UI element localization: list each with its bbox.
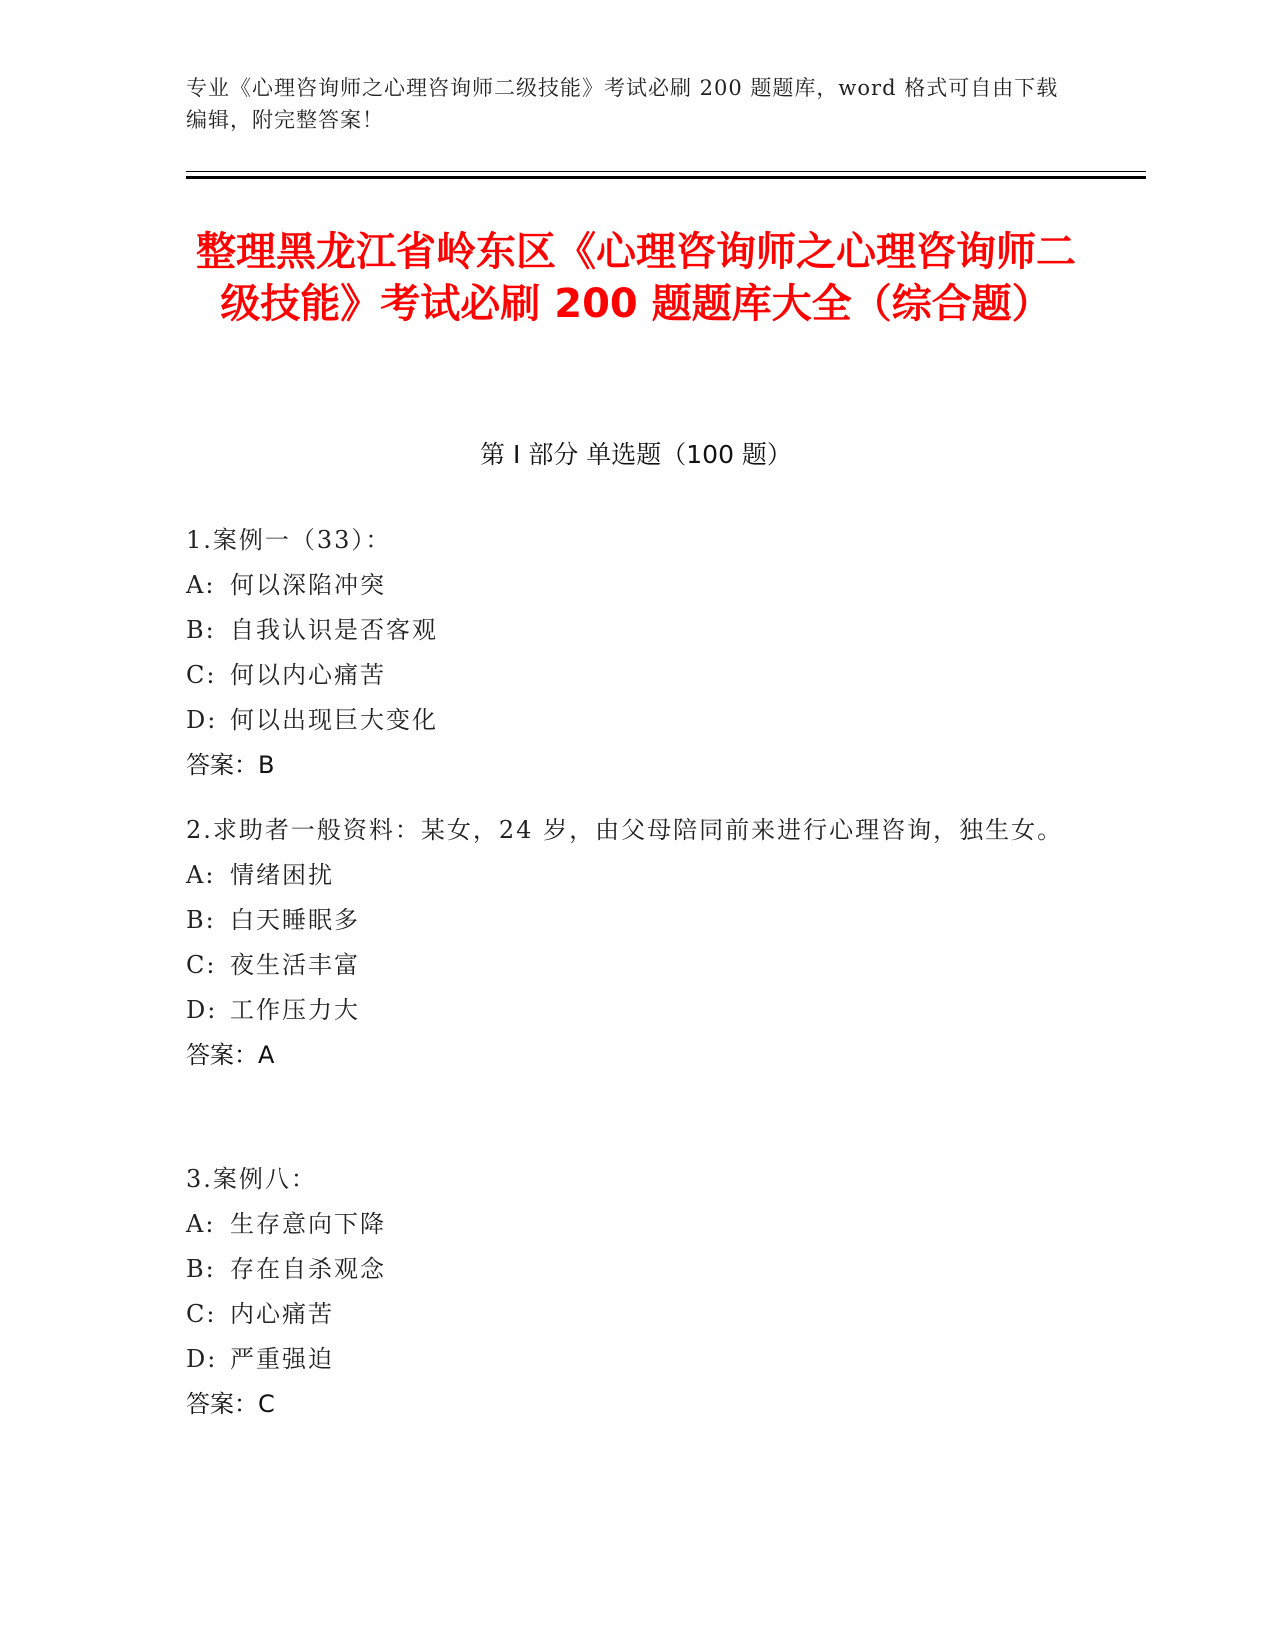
document-title: 整理黑龙江省岭东区《心理咨询师之心理咨询师二级技能》考试必刷 200 题题库大全（综合题） [196,229,1076,327]
option-key: D: [186,706,218,734]
option-b [186,608,1066,653]
option-text: 自我认识是否客观 [230,616,438,644]
question-stem: 1.案例一（33）： [186,526,392,554]
option-key: A: [186,861,216,889]
option-key: A: [186,1210,216,1238]
option-a [186,1202,1066,1247]
option-a [186,853,1066,898]
option-c [186,653,1066,698]
answer-value: B [258,751,275,779]
answer-line [186,1033,1066,1078]
option-text: 何以出现巨大变化 [230,706,438,734]
option-text: 严重强迫 [230,1345,334,1373]
option-text: 白天睡眠多 [230,906,360,934]
question-stem: 3.案例八： [186,1165,317,1193]
option-b [186,898,1066,943]
question-1 [186,518,1066,788]
option-key: A: [186,571,216,599]
option-d [186,698,1066,743]
option-text: 工作压力大 [230,996,360,1024]
answer-label: 答案： [186,751,258,779]
option-key: C: [186,1300,217,1328]
option-text: 夜生活丰富 [230,951,360,979]
option-key: D: [186,1345,218,1373]
question-2 [186,808,1066,1078]
option-key: B: [186,906,216,934]
option-a [186,563,1066,608]
option-d [186,988,1066,1033]
option-key: B: [186,616,216,644]
option-key: B: [186,1255,216,1283]
option-key: C: [186,951,217,979]
option-text: 情绪困扰 [230,861,334,889]
option-b [186,1247,1066,1292]
option-text: 生存意向下降 [230,1210,386,1238]
answer-label: 答案： [186,1041,258,1069]
answer-value: A [258,1041,275,1069]
option-d [186,1337,1066,1382]
question-3 [186,1157,1066,1427]
option-text: 何以内心痛苦 [230,661,386,689]
answer-label: 答案： [186,1390,258,1418]
answer-value: C [258,1390,275,1418]
option-text: 内心痛苦 [230,1300,334,1328]
answer-line [186,1382,1066,1427]
answer-line [186,743,1066,788]
option-key: C: [186,661,217,689]
option-key: D: [186,996,218,1024]
header-note: 专业《心理咨询师之心理咨询师二级技能》考试必刷 200 题题库，word 格式可自由下载编辑，附完整答案！ [186,76,1059,132]
option-text: 何以深陷冲突 [230,571,386,599]
option-c [186,1292,1066,1337]
header-rule-thick [186,176,1146,179]
option-text: 存在自杀观念 [230,1255,386,1283]
section-title: 第 I 部分 单选题（100 题） [480,440,792,469]
question-stem: 2.求助者一般资料：某女，24 岁，由父母陪同前来进行心理咨询，独生女。 [186,816,1064,844]
option-c [186,943,1066,988]
header-rule-thin [186,171,1146,172]
